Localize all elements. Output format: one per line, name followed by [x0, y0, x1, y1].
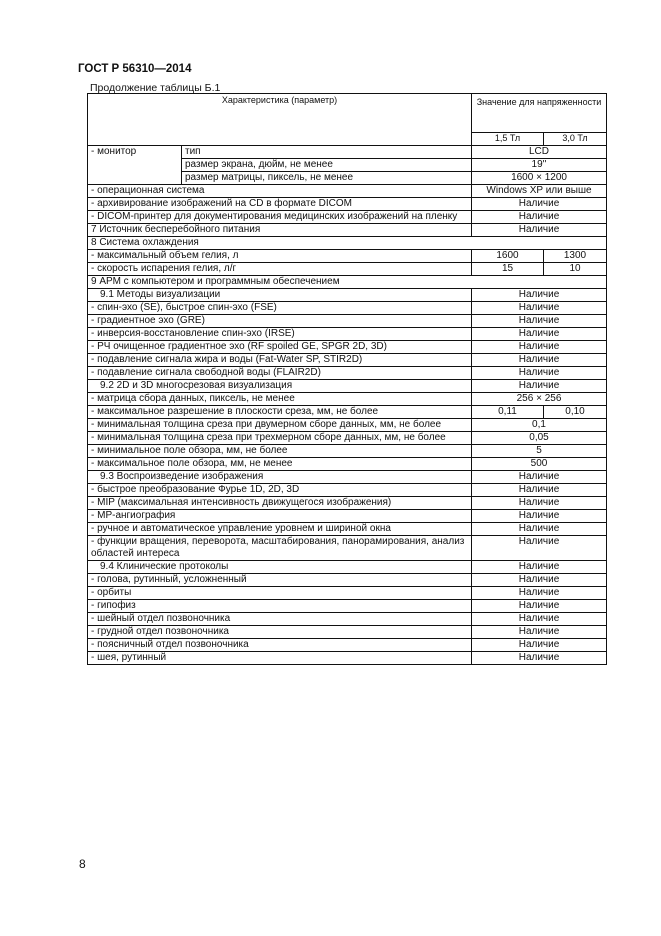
section-arm: [88, 276, 607, 289]
table-row: [88, 263, 607, 276]
row-value: Наличие: [472, 574, 607, 587]
row-param: - гипофиз: [88, 600, 472, 613]
row-value: Наличие: [472, 484, 607, 497]
table-row: [88, 626, 607, 639]
table-row: [88, 302, 607, 315]
row-value: Наличие: [472, 224, 607, 237]
row-value: 1600 × 1200: [472, 172, 607, 185]
table-row: [88, 510, 607, 523]
row-value: Наличие: [472, 354, 607, 367]
row-value: 5: [472, 445, 607, 458]
row-value: Наличие: [472, 600, 607, 613]
row-param: размер матрицы, пиксель, не менее: [182, 172, 472, 185]
row-param: - поясничный отдел позвоночника: [88, 639, 472, 652]
row-value: 256 × 256: [472, 393, 607, 406]
table-row: [88, 445, 607, 458]
table-row: [88, 419, 607, 432]
row-value: 0,1: [472, 419, 607, 432]
row-param: - РЧ очищенное градиентное эхо (RF spoiled GE, SPGR 2D, 3D): [88, 341, 472, 354]
table-row: [88, 380, 607, 393]
table-row: [88, 328, 607, 341]
row-param: размер экрана, дюйм, не менее: [182, 159, 472, 172]
table-row: [88, 354, 607, 367]
row-value-3-0t: 0,10: [544, 406, 607, 419]
row-param: - инверсия-восстановление спин-эхо (IRSE): [88, 328, 472, 341]
table-row: [88, 574, 607, 587]
row-param: 9.1 Методы визуализации: [88, 289, 472, 302]
table-row: [88, 432, 607, 445]
row-param: - подавление сигнала жира и воды (Fat-Water SP, STIR2D): [88, 354, 472, 367]
row-param: - минимальное поле обзора, мм, не более: [88, 445, 472, 458]
table-row: [88, 497, 607, 510]
table-row: [88, 600, 607, 613]
column-header-characteristic: Характеристика (параметр): [88, 94, 472, 146]
table-row: [88, 561, 607, 574]
row-value: Наличие: [472, 367, 607, 380]
row-value: Наличие: [472, 497, 607, 510]
table-row: [88, 315, 607, 328]
table-row: [88, 211, 607, 224]
row-value: Наличие: [472, 510, 607, 523]
row-value: LCD: [472, 146, 607, 159]
row-param: - орбиты: [88, 587, 472, 600]
table-row: [88, 367, 607, 380]
row-param: - грудной отдел позвоночника: [88, 626, 472, 639]
document-header: ГОСТ Р 56310—2014: [78, 63, 192, 75]
row-value: Наличие: [472, 211, 607, 224]
column-header-3-0t: 3,0 Тл: [544, 133, 607, 146]
row-value: 0,05: [472, 432, 607, 445]
table-row: [88, 198, 607, 211]
row-param: 9.4 Клинические протоколы: [88, 561, 472, 574]
row-param: - максимальное поле обзора, мм, не менее: [88, 458, 472, 471]
row-param: - шея, рутинный: [88, 652, 472, 665]
row-value: Наличие: [472, 561, 607, 574]
row-param: - DICOM-принтер для документирования медицинских изображений на пленку: [88, 211, 472, 224]
table-row: [88, 393, 607, 406]
row-value: Наличие: [472, 198, 607, 211]
row-value: Наличие: [472, 587, 607, 600]
row-param: тип: [182, 146, 472, 159]
row-value: Наличие: [472, 341, 607, 354]
table-row: [88, 652, 607, 665]
table-row: [88, 224, 607, 237]
row-value: Наличие: [472, 536, 607, 561]
row-value: Наличие: [472, 328, 607, 341]
table-row: [88, 471, 607, 484]
spec-table: [87, 93, 607, 665]
row-param: - ручное и автоматическое управление уровнем и шириной окна: [88, 523, 472, 536]
row-param: - шейный отдел позвоночника: [88, 613, 472, 626]
row-param: 9.3 Воспроизведение изображения: [88, 471, 472, 484]
table-row: [88, 523, 607, 536]
row-value: Наличие: [472, 613, 607, 626]
page-number: 8: [79, 857, 86, 871]
row-param: - архивирование изображений на CD в формате DICOM: [88, 198, 472, 211]
row-value-3-0t: 1300: [544, 250, 607, 263]
table-row: [88, 639, 607, 652]
monitor-label: - монитор: [88, 146, 182, 185]
table-row: [88, 146, 607, 159]
row-value-1-5t: 0,11: [472, 406, 544, 419]
table-row: [88, 587, 607, 600]
table-row: [88, 458, 607, 471]
row-param: - MIP (максимальная интенсивность движущегося изображения): [88, 497, 472, 510]
section-title: 8 Система охлаждения: [88, 237, 607, 250]
row-param: 9.2 2D и 3D многосрезовая визуализация: [88, 380, 472, 393]
section-title: 9 АРМ с компьютером и программным обеспечением: [88, 276, 607, 289]
row-param: - спин-эхо (SE), быстрое спин-эхо (FSE): [88, 302, 472, 315]
row-value: Наличие: [472, 302, 607, 315]
row-param: - матрица сбора данных, пиксель, не менее: [88, 393, 472, 406]
table-row: [88, 341, 607, 354]
table-row: [88, 536, 607, 561]
table-row: [88, 250, 607, 263]
row-value: Наличие: [472, 471, 607, 484]
row-value: Наличие: [472, 289, 607, 302]
row-value-3-0t: 10: [544, 263, 607, 276]
row-param: - функции вращения, переворота, масштабирования, панорамирования, анализ областей интереса: [88, 536, 472, 561]
row-param: 7 Источник бесперебойного питания: [88, 224, 472, 237]
table-caption: Продолжение таблицы Б.1: [90, 82, 221, 94]
section-cooling: [88, 237, 607, 250]
table-row: [88, 185, 607, 198]
row-value: Наличие: [472, 626, 607, 639]
row-param: - скорость испарения гелия, л/г: [88, 263, 472, 276]
row-param: - минимальная толщина среза при двумерном сборе данных, мм, не более: [88, 419, 472, 432]
row-value: Наличие: [472, 315, 607, 328]
table-row: [88, 406, 607, 419]
row-param: - операционная система: [88, 185, 472, 198]
row-value: 500: [472, 458, 607, 471]
row-param: - максимальное разрешение в плоскости среза, мм, не более: [88, 406, 472, 419]
row-value: Наличие: [472, 523, 607, 536]
column-header-1-5t: 1,5 Тл: [472, 133, 544, 146]
row-value-1-5t: 1600: [472, 250, 544, 263]
row-param: - быстрое преобразование Фурье 1D, 2D, 3D: [88, 484, 472, 497]
row-param: - градиентное эхо (GRE): [88, 315, 472, 328]
table-row: [88, 484, 607, 497]
row-value: Наличие: [472, 652, 607, 665]
row-param: - максимальный объем гелия, л: [88, 250, 472, 263]
row-value: Windows XP или выше: [472, 185, 607, 198]
row-param: - голова, рутинный, усложненный: [88, 574, 472, 587]
row-param: - МР-ангиография: [88, 510, 472, 523]
table-row: [88, 289, 607, 302]
row-value: Наличие: [472, 639, 607, 652]
table-header-row: [88, 94, 607, 133]
row-param: - минимальная толщина среза при трехмерном сборе данных, мм, не более: [88, 432, 472, 445]
row-value-1-5t: 15: [472, 263, 544, 276]
row-param: - подавление сигнала свободной воды (FLAIR2D): [88, 367, 472, 380]
row-value: Наличие: [472, 380, 607, 393]
row-value: 19'': [472, 159, 607, 172]
column-header-value: Значение для напряженности: [472, 94, 607, 133]
table-row: [88, 613, 607, 626]
